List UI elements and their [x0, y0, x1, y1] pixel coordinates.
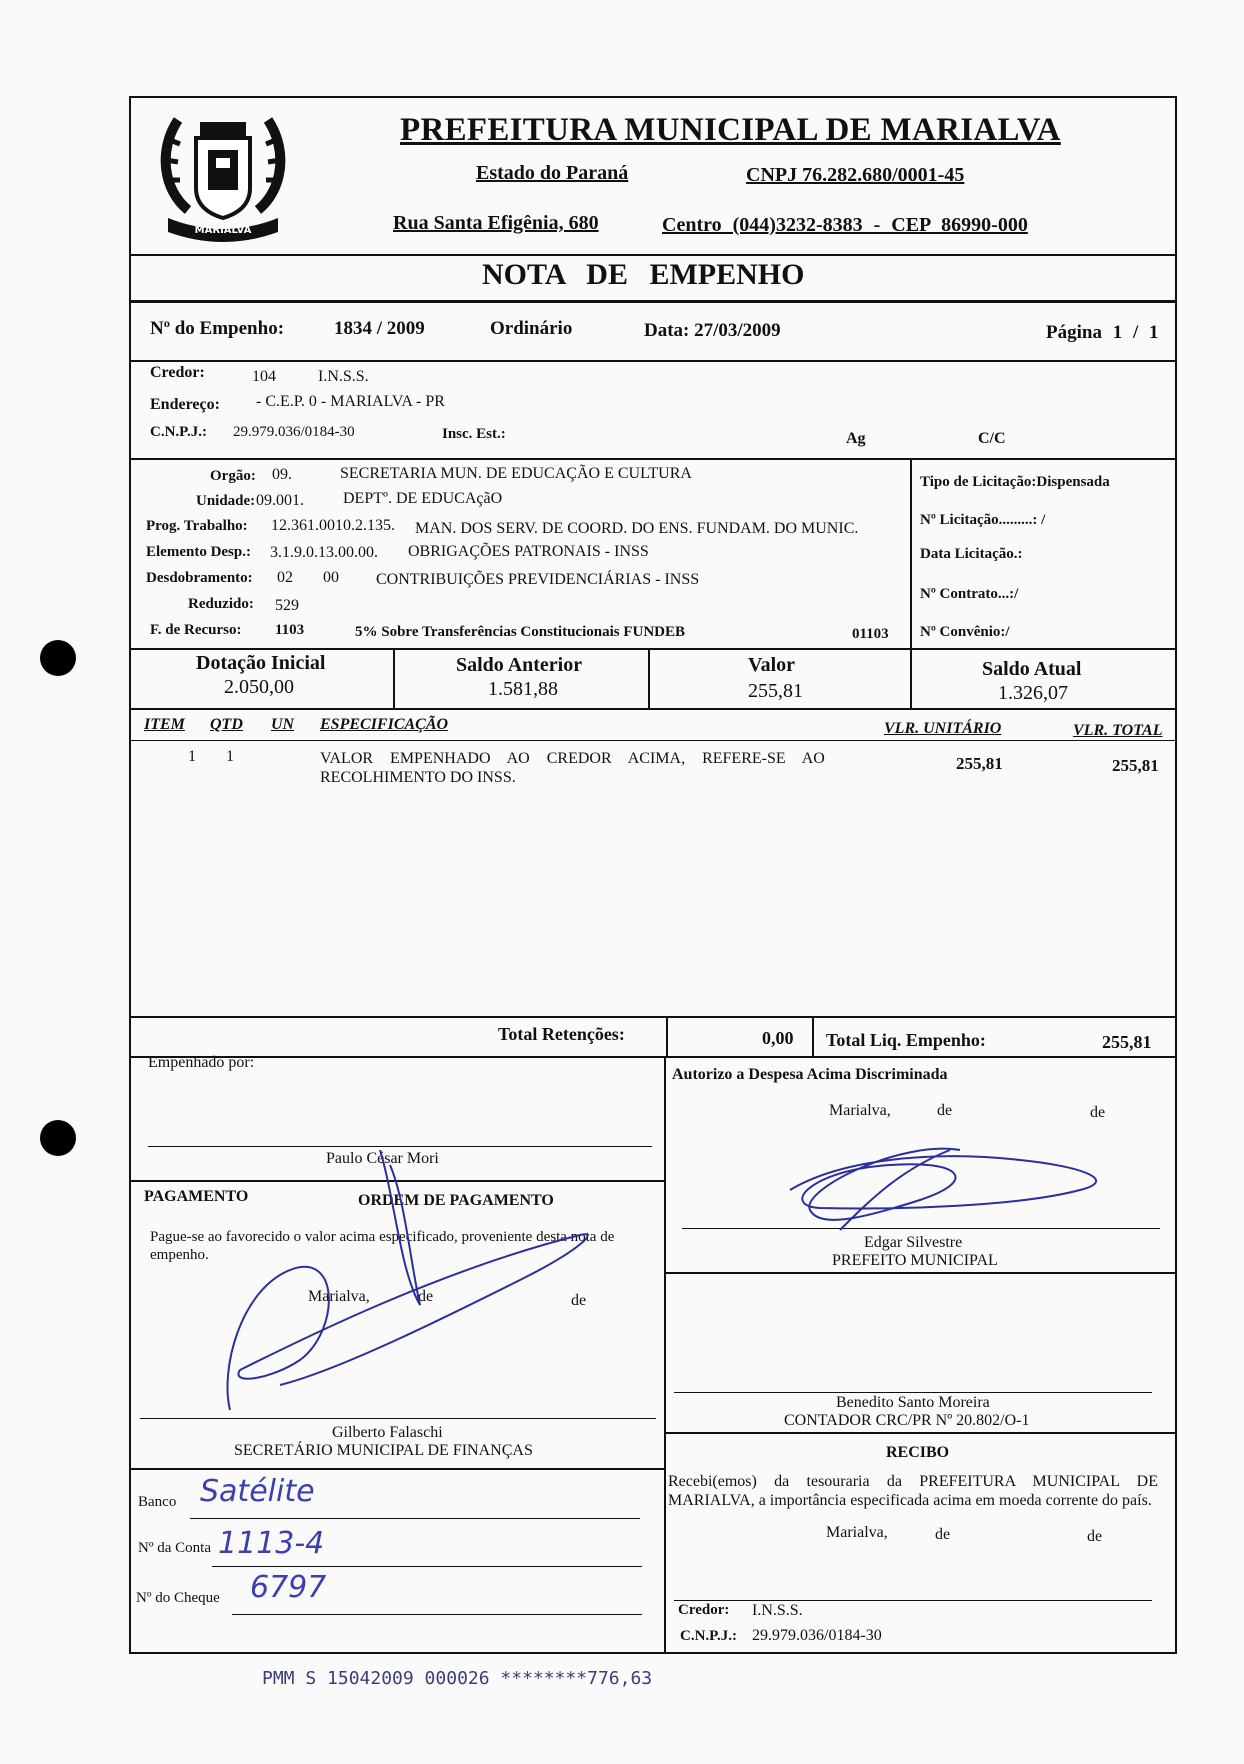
- recibo-place: Marialva,: [826, 1524, 888, 1541]
- tipo-licitacao: Tipo de Licitação:Dispensada: [920, 474, 1110, 490]
- total-retencoes-label: Total Retenções:: [498, 1024, 625, 1044]
- recibo-title: RECIBO: [886, 1444, 950, 1461]
- address-contact-label: Centro (044)3232-8383 - CEP 86990-000: [662, 214, 1028, 236]
- state-label: Estado do Paraná: [476, 162, 629, 184]
- numero-convenio: Nº Convênio:/: [920, 624, 1010, 640]
- autorizo-de-1: de: [937, 1102, 953, 1119]
- pagamento-de-2: de: [571, 1292, 587, 1309]
- total-liquido-value: 255,81: [1102, 1032, 1152, 1052]
- secretario-signature-icon: [220, 1140, 620, 1420]
- pagamento-place: Marialva,: [308, 1288, 370, 1305]
- pagamento-text: Pague-se ao favorecido o valor acima especificado, proveniente desta nota de empenho.: [150, 1229, 615, 1263]
- empenho-type: Ordinário: [490, 318, 573, 339]
- contador-role: CONTADOR CRC/PR Nº 20.802/O-1: [784, 1412, 1030, 1429]
- conta-value: 1113-4: [218, 1526, 325, 1561]
- document-title: NOTA DE EMPENHO: [482, 258, 805, 291]
- empenho-number: 1834 / 2009: [334, 318, 425, 339]
- data-licitacao: Data Licitação.:: [920, 546, 1023, 562]
- recibo-credor-label: Credor:: [678, 1602, 730, 1618]
- secretario-role: SECRETÁRIO MUNICIPAL DE FINANÇAS: [234, 1442, 533, 1459]
- autorizo-de-2: de: [1090, 1104, 1106, 1121]
- total-retencoes-value: 0,00: [762, 1028, 794, 1048]
- saldo-atual-value: 1.326,07: [998, 682, 1068, 704]
- saldo-atual-label: Saldo Atual: [982, 658, 1082, 680]
- orgao-label: Orgão:: [210, 468, 256, 484]
- elemento-label: Elemento Desp.:: [146, 544, 251, 560]
- total-liquido-label: Total Liq. Empenho:: [826, 1030, 986, 1050]
- unidade-desc: DEPTº. DE EDUCAçãO: [343, 490, 503, 507]
- recibo-cnpj-value: 29.979.036/0184-30: [752, 1627, 882, 1644]
- col-vlr-total: VLR. TOTAL: [1073, 722, 1163, 739]
- secretario-name: Gilberto Falaschi: [332, 1424, 443, 1441]
- elemento-desc: OBRIGAÇÕES PATRONAIS - INSS: [408, 543, 649, 560]
- table-row-qtd: 1: [226, 748, 234, 765]
- endereco-label: Endereço:: [150, 396, 220, 413]
- insc-est-label: Insc. Est.:: [442, 426, 506, 442]
- cnpj-credor-value: 29.979.036/0184-30: [233, 424, 355, 440]
- recibo-text: Recebi(emos) da tesouraria da PREFEITURA MUNICIPAL DE MARIALVA, a importância especificada acima em moeda corrente do país.: [668, 1473, 1158, 1509]
- punch-hole-top: [40, 640, 76, 676]
- recurso-desc: 5% Sobre Transferências Constitucionais FUNDEB: [355, 624, 686, 640]
- ag-label: Ag: [846, 430, 866, 447]
- prog-trabalho-label: Prog. Trabalho:: [146, 518, 248, 534]
- recurso-label: F. de Recurso:: [150, 622, 242, 638]
- cheque-label: Nº do Cheque: [136, 1590, 220, 1606]
- numero-contrato: Nº Contrato...:/: [920, 586, 1019, 602]
- conta-label: Nº da Conta: [138, 1540, 211, 1556]
- banco-label: Banco: [138, 1494, 177, 1510]
- recurso-value: 1103: [275, 622, 305, 638]
- table-row-vlr-unit: 255,81: [956, 754, 1003, 773]
- recibo-cnpj-label: C.N.P.J.:: [680, 1628, 737, 1644]
- empenho-number-label: Nº do Empenho:: [150, 318, 285, 339]
- table-row-espec-line2: RECOLHIMENTO DO INSS.: [320, 769, 516, 786]
- cc-label: C/C: [978, 430, 1006, 447]
- prefeito-signature-icon: [780, 1130, 1140, 1240]
- col-item: ITEM: [144, 716, 185, 733]
- credor-code: 104: [252, 368, 276, 385]
- footer-stamp: PMM S 15042009 000026 ********776,63: [262, 1668, 653, 1689]
- desdobramento-desc: CONTRIBUIÇÕES PREVIDENCIÁRIAS - INSS: [376, 571, 700, 588]
- autorizo-label: Autorizo a Despesa Acima Discriminada: [672, 1066, 948, 1083]
- valor-value: 255,81: [748, 680, 803, 702]
- empenhado-por-name: Paulo César Mori: [326, 1150, 439, 1167]
- saldo-anterior-label: Saldo Anterior: [456, 654, 583, 676]
- prefeito-role: PREFEITO MUNICIPAL: [832, 1252, 998, 1269]
- table-row-espec-line1: VALOR EMPENHADO AO CREDOR ACIMA, REFERE-SE AO: [320, 750, 825, 767]
- saldo-anterior-value: 1.581,88: [488, 678, 558, 700]
- valor-label: Valor: [748, 654, 796, 676]
- credor-label: Credor:: [150, 364, 205, 381]
- prog-trabalho-value: 12.361.0010.2.135.: [271, 517, 395, 534]
- desdobramento-value: 02: [277, 569, 293, 586]
- reduzido-label: Reduzido:: [188, 596, 254, 612]
- recibo-de-2: de: [1087, 1528, 1103, 1545]
- credor-name: I.N.S.S.: [318, 368, 369, 385]
- numero-licitacao: Nº Licitação.........: /: [920, 512, 1046, 528]
- cnpj-label: CNPJ 76.282.680/0001-45: [746, 164, 965, 186]
- unidade-value: 09.001.: [256, 492, 304, 509]
- dotacao-value: 2.050,00: [224, 676, 294, 698]
- autorizo-place: Marialva,: [829, 1102, 891, 1119]
- table-row-item: 1: [188, 748, 196, 765]
- col-vlr-unitario: VLR. UNITÁRIO: [884, 720, 1002, 737]
- street-label: Rua Santa Efigênia, 680: [393, 212, 599, 234]
- empenhado-por-label: Empenhado por:: [148, 1054, 255, 1071]
- col-qtd: QTD: [210, 716, 243, 733]
- banco-value: Satélite: [200, 1474, 315, 1509]
- empenho-date: Data: 27/03/2009: [644, 320, 781, 341]
- ordem-pagamento-label: ORDEM DE PAGAMENTO: [358, 1192, 554, 1209]
- page-title: PREFEITURA MUNICIPAL DE MARIALVA: [400, 112, 1061, 148]
- recibo-de-1: de: [935, 1526, 951, 1543]
- desdobramento-value-2: 00: [323, 569, 339, 586]
- prog-trabalho-desc: MAN. DOS SERV. DE COORD. DO ENS. FUNDAM. DO MUNIC.: [415, 520, 859, 537]
- svg-text:MARIALVA: MARIALVA: [194, 225, 252, 236]
- municipal-crest-icon: [148, 100, 298, 250]
- cnpj-credor-label: C.N.P.J.:: [150, 424, 207, 440]
- punch-hole-bottom: [40, 1120, 76, 1156]
- elemento-value: 3.1.9.0.13.00.00.: [270, 544, 378, 561]
- col-un: UN: [271, 716, 295, 733]
- pagamento-de-1: de: [418, 1288, 434, 1305]
- endereco-value: - C.E.P. 0 - MARIALVA - PR: [256, 393, 445, 410]
- cheque-value: 6797: [250, 1570, 327, 1605]
- reduzido-value: 529: [275, 597, 299, 614]
- contador-name: Benedito Santo Moreira: [836, 1394, 990, 1411]
- recibo-credor-value: I.N.S.S.: [752, 1602, 803, 1619]
- prefeito-name: Edgar Silvestre: [864, 1234, 963, 1251]
- col-especificacao: ESPECIFICAÇÃO: [320, 716, 449, 733]
- page-number: Página 1 / 1: [1046, 322, 1159, 343]
- table-row-vlr-total: 255,81: [1112, 756, 1159, 775]
- recurso-code: 01103: [852, 626, 889, 642]
- orgao-value: 09.: [272, 466, 292, 483]
- orgao-desc: SECRETARIA MUN. DE EDUCAÇÃO E CULTURA: [340, 465, 692, 482]
- unidade-label: Unidade:: [196, 493, 256, 509]
- desdobramento-label: Desdobramento:: [146, 570, 253, 586]
- pagamento-label: PAGAMENTO: [144, 1188, 249, 1205]
- dotacao-label: Dotação Inicial: [196, 652, 326, 674]
